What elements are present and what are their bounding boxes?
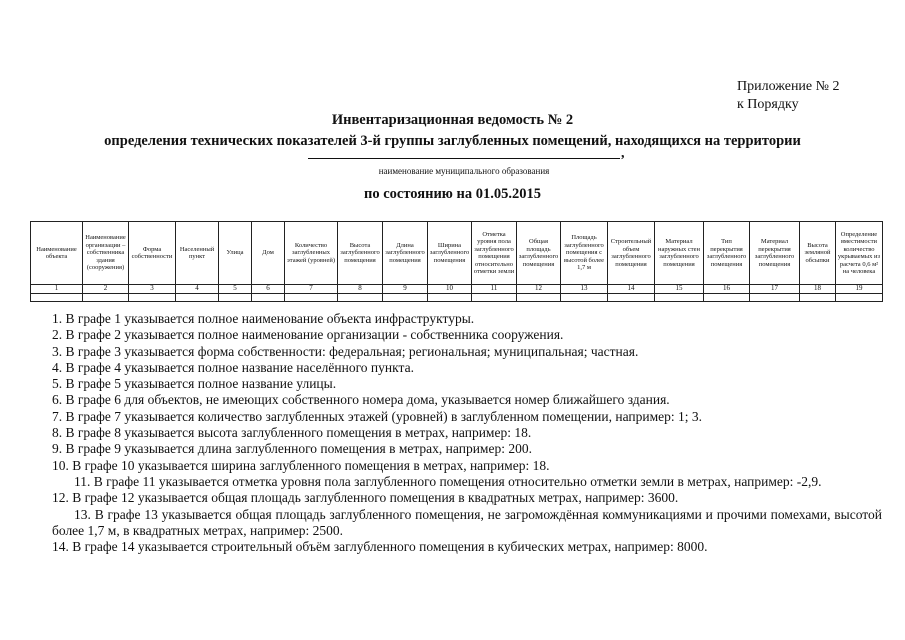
note-item: 4. В графе 4 указывается полное название населённого пункта. [52,359,414,375]
empty-cell [428,294,472,302]
document-subtitle: определения технических показателей 3-й группы заглубленных помещений, находящихся на территории [104,133,801,149]
empty-cell [800,294,836,302]
column-number: 1 [31,285,83,294]
column-number: 14 [608,285,655,294]
header-cell: Наименование организации – собственника здания (сооружения) [83,222,129,285]
table-empty-row [31,294,883,302]
empty-cell [176,294,219,302]
header-cell: Площадь заглубленного помещения с высотой более 1,7 м [561,222,608,285]
empty-cell [285,294,338,302]
document-title: Инвентаризационная ведомость № 2 [331,112,574,128]
appendix-label [737,78,840,114]
column-number: 13 [561,285,608,294]
empty-cell [338,294,383,302]
note-item: 9. В графе 9 указывается длина заглубленного помещения в метрах, например: 200. [52,441,532,457]
column-number: 16 [704,285,750,294]
empty-cell [836,294,883,302]
municipality-blank-line [308,158,620,159]
note-item: 1. В графе 1 указывается полное наименование объекта инфраструктуры. [52,311,475,326]
notes-list [52,311,882,555]
column-number: 6 [252,285,285,294]
header-cell: Количество заглубленных этажей (уровней) [285,222,338,285]
empty-cell [383,294,428,302]
header-cell: Улица [219,222,252,285]
note-item: 5. В графе 5 указывается полное название улицы. [52,376,337,392]
table-header-row [31,222,883,285]
header-cell: Высота заглубленного помещения [338,222,383,285]
empty-cell [655,294,704,302]
header-cell: Материал наружных стен заглубленного помещения [655,222,704,285]
note-item: 7. В графе 7 указывается количество заглубленных этажей (уровней) в заглубленном помещении, например: 1; 3. [52,408,703,424]
header-cell: Длина заглубленного помещения [383,222,428,285]
header-cell: Определение вместимости количество укрываемых из расчета 0,6 м² на человека [836,222,883,285]
empty-cell [608,294,655,302]
column-number: 2 [83,285,129,294]
note-item: 6. В графе 6 для объектов, не имеющих собственного номера дома, указывается номер ближайшего здания. [52,392,670,408]
appendix-line-2: к Порядку [737,97,799,112]
column-number: 19 [836,285,883,294]
note-item: 8. В графе 8 указывается высота заглубленного помещения в метрах, например: 18. [52,425,532,441]
header-cell: Отметка уровня пола заглубленного помещения относительно отметки земли [472,222,517,285]
column-number: 15 [655,285,704,294]
empty-cell [561,294,608,302]
date-line: по состоянию на 01.05.2015 [364,186,541,202]
table-number-row [31,285,883,294]
header-cell: Общая площадь заглубленного помещения [517,222,561,285]
note-item: 14. В графе 14 указывается строительный объём заглубленного помещения в кубических метрах, например: 8000. [52,539,708,555]
column-number: 3 [129,285,176,294]
header-cell: Населенный пункт [176,222,219,285]
empty-cell [472,294,517,302]
empty-cell [517,294,561,302]
column-number: 9 [383,285,428,294]
empty-cell [219,294,252,302]
inventory-table [30,221,883,302]
header-cell: Дом [252,222,285,285]
note-item: 12. В графе 12 указывается общая площадь заглубленного помещения в квадратных метрах, например: 3600. [52,490,679,506]
column-number: 17 [750,285,800,294]
note-item: 11. В графе 11 указывается отметка уровня пола заглубленного помещения относительно отметки земли в метрах, например: -2,9. [74,473,822,489]
note-item: 3. В графе 3 указывается форма собственности: федеральная; региональная; муниципальная; частная. [52,343,639,359]
header-cell: Высота земляной обсыпки [800,222,836,285]
municipality-comma: , [621,146,625,161]
empty-cell [129,294,176,302]
header-cell: Форма собственности [129,222,176,285]
column-number: 8 [338,285,383,294]
header-cell: Материал перекрытия заглубленного помещения [750,222,800,285]
empty-cell [704,294,750,302]
empty-cell [750,294,800,302]
empty-cell [83,294,129,302]
note-item: 10. В графе 10 указывается ширина заглубленного помещения в метрах, например: 18. [52,457,550,473]
empty-cell [31,294,83,302]
empty-cell [252,294,285,302]
header-cell: Ширина заглубленного помещения [428,222,472,285]
header-cell: Тип перекрытия заглубленного помещения [704,222,750,285]
appendix-line-1: Приложение № 2 [737,79,840,94]
note-item: 2. В графе 2 указывается полное наименование организации - собственника сооружения. [52,327,564,343]
column-number: 5 [219,285,252,294]
municipality-caption: наименование муниципального образования [378,166,550,176]
note-item: 13. В графе 13 указывается общая площадь заглубленного помещения, не загромождённая коммуникациями и прочими помехами, высотой более 1,7 м, в квадратных метрах, например: 2500. [52,506,882,538]
column-number: 4 [176,285,219,294]
column-number: 11 [472,285,517,294]
column-number: 12 [517,285,561,294]
header-cell: Строительный объем заглубленного помещения [608,222,655,285]
column-number: 7 [285,285,338,294]
column-number: 18 [800,285,836,294]
header-cell: Наименование объекта [31,222,83,285]
column-number: 10 [428,285,472,294]
